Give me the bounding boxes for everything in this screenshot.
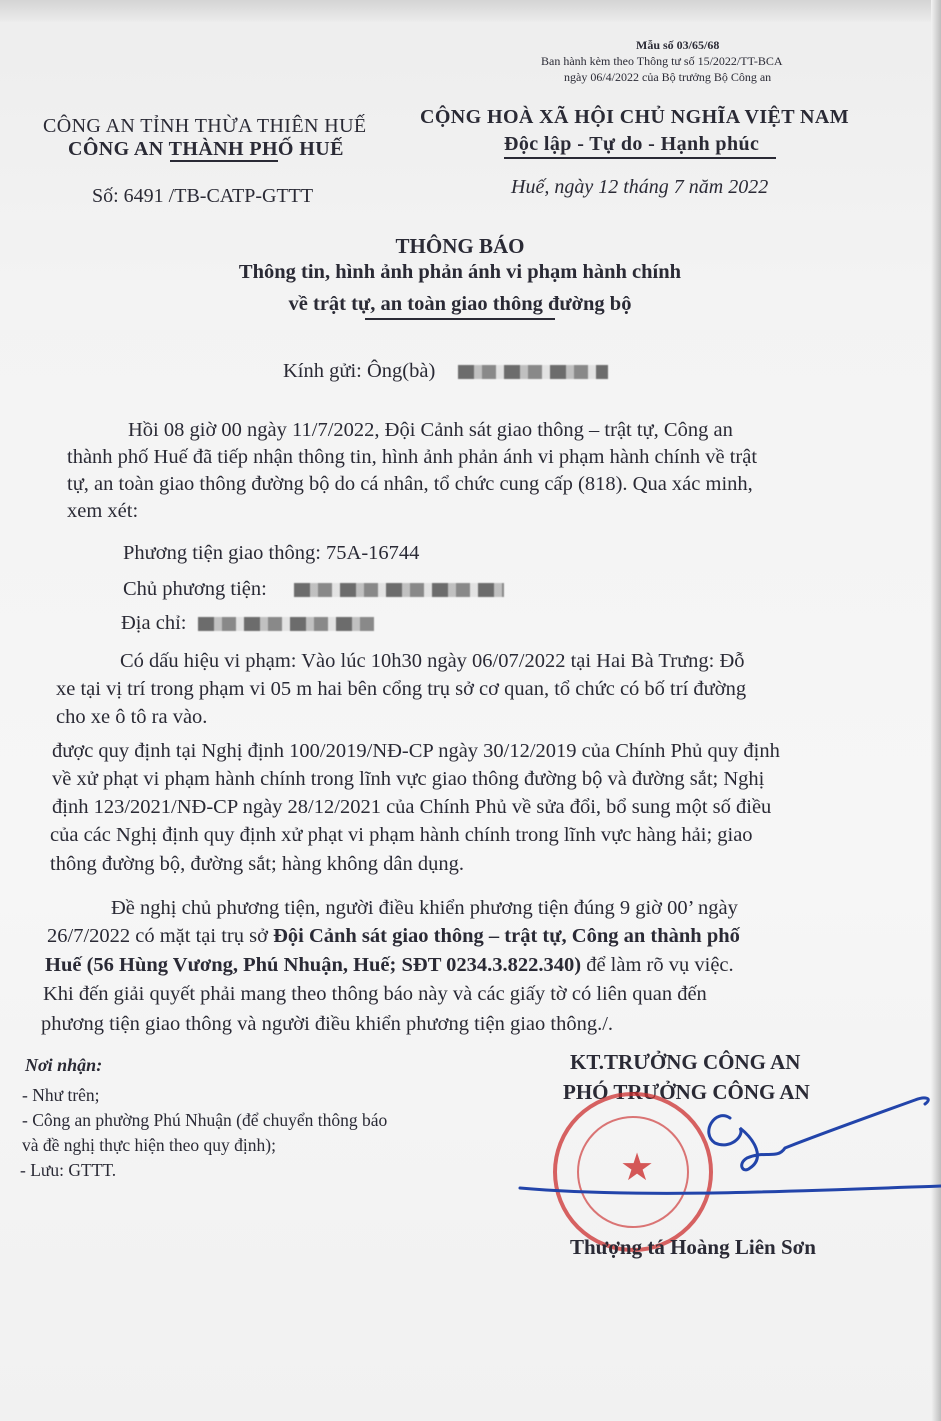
agency-parent: CÔNG AN TỈNH THỪA THIÊN HUẾ bbox=[43, 115, 367, 137]
form-number: Mẫu số 03/65/68 bbox=[636, 38, 720, 52]
request-line5: phương tiện giao thông và người điều khiển phương tiện giao thông./. bbox=[41, 1013, 614, 1035]
request-line2 bbox=[47, 923, 740, 950]
redacted-recipient-name bbox=[458, 365, 608, 379]
document-subtitle-1: Thông tin, hình ảnh phản ánh vi phạm hành chính bbox=[238, 261, 682, 283]
document-number: Số: 6491 /TB-CATP-GTTT bbox=[92, 185, 314, 207]
form-issued-line1: Ban hành kèm theo Thông tư số 15/2022/TT-BCA bbox=[541, 54, 783, 68]
subtitle-underline bbox=[365, 318, 555, 320]
request-line2-text: 26/7/2022 có mặt tại trụ sở bbox=[47, 925, 274, 947]
legal-line2: về xử phạt vi phạm hành chính trong lĩnh vực giao thông đường bộ và đường sắt; Nghị bbox=[52, 768, 765, 790]
request-line3-text: để làm rõ vụ việc. bbox=[581, 954, 734, 976]
recipients-item-4: - Lưu: GTTT. bbox=[20, 1160, 117, 1180]
owner-label: Chủ phương tiện: bbox=[123, 578, 267, 600]
vehicle-plate-line: Phương tiện giao thông: 75A-16744 bbox=[123, 542, 420, 564]
legal-line5: thông đường bộ, đường sắt; hàng không dân dụng. bbox=[50, 853, 465, 875]
address-line bbox=[121, 610, 374, 637]
national-motto: Độc lập - Tự do - Hạnh phúc bbox=[504, 133, 760, 155]
address-label: Địa chỉ: bbox=[121, 612, 187, 634]
signer-role-2: PHÓ TRƯỞNG CÔNG AN bbox=[563, 1080, 810, 1104]
issue-date: Huế, ngày 12 tháng 7 năm 2022 bbox=[511, 176, 769, 198]
recipient-line bbox=[283, 358, 608, 385]
body-p1-line2: thành phố Huế đã tiếp nhận thông tin, hình ảnh phản ánh vi phạm hành chính về trật bbox=[67, 446, 758, 468]
owner-line bbox=[123, 576, 504, 603]
motto-underline bbox=[504, 157, 776, 159]
document-subtitle-2: về trật tự, an toàn giao thông đường bộ bbox=[288, 293, 632, 315]
recipients-item-3: và đề nghị thực hiện theo quy định); bbox=[22, 1135, 276, 1155]
recipients-item-2: - Công an phường Phú Nhuận (để chuyển thông báo bbox=[22, 1110, 388, 1130]
redacted-owner-name bbox=[294, 583, 504, 597]
stamp-star-icon: ★ bbox=[619, 1147, 655, 1189]
body-p1-line3: tự, an toàn giao thông đường bộ do cá nhân, tổ chức cung cấp (818). Qua xác minh, bbox=[67, 473, 753, 495]
signer-name: Thượng tá Hoàng Liên Sơn bbox=[570, 1235, 816, 1259]
agency-name: CÔNG AN THÀNH PHỐ HUẾ bbox=[68, 138, 344, 160]
request-line3-bold: Huế (56 Hùng Vương, Phú Nhuận, Huế; SĐT 0234.3.822.340) bbox=[45, 954, 582, 976]
form-issued-line2: ngày 06/4/2022 của Bộ trưởng Bộ Công an bbox=[564, 70, 772, 84]
document-title: THÔNG BÁO bbox=[395, 234, 525, 258]
recipients-item-1: - Như trên; bbox=[22, 1085, 100, 1105]
violation-line1: Có dấu hiệu vi phạm: Vào lúc 10h30 ngày 06/07/2022 tại Hai Bà Trưng: Đỗ bbox=[120, 650, 745, 672]
body-p1-line4: xem xét: bbox=[67, 500, 139, 522]
request-line3 bbox=[45, 952, 734, 979]
request-line2-bold: Đội Cảnh sát giao thông – trật tự, Công an thành phố bbox=[273, 925, 740, 947]
recipient-label: Kính gửi: Ông(bà) bbox=[283, 360, 436, 382]
legal-line1: được quy định tại Nghị định 100/2019/NĐ-CP ngày 30/12/2019 của Chính Phủ quy định bbox=[52, 740, 780, 762]
recipients-title: Nơi nhận: bbox=[25, 1055, 103, 1075]
page-fold-shadow bbox=[0, 0, 941, 22]
redacted-address bbox=[198, 617, 374, 631]
violation-line3: cho xe ô tô ra vào. bbox=[56, 706, 208, 728]
handwritten-signature bbox=[515, 1088, 941, 1208]
violation-line2: xe tại vị trí trong phạm vi 05 m hai bên cổng trụ sở cơ quan, tổ chức có bố trí đường bbox=[56, 678, 747, 700]
legal-line3: định 123/2021/NĐ-CP ngày 28/12/2021 của Chính Phủ về sửa đổi, bổ sung một số điều bbox=[52, 796, 772, 818]
body-p1-line1: Hồi 08 giờ 00 ngày 11/7/2022, Đội Cảnh sát giao thông – trật tự, Công an bbox=[128, 419, 733, 441]
agency-underline bbox=[170, 160, 278, 162]
signer-role-1: KT.TRƯỞNG CÔNG AN bbox=[570, 1050, 801, 1074]
legal-line4: của các Nghị định quy định xử phạt vi phạm hành chính trong lĩnh vực hàng hải; giao bbox=[50, 824, 753, 846]
request-line4: Khi đến giải quyết phải mang theo thông báo này và các giấy tờ có liên quan đến bbox=[43, 983, 707, 1005]
country-name: CỘNG HOÀ XÃ HỘI CHỦ NGHĨA VIỆT NAM bbox=[420, 106, 850, 128]
request-line1: Đề nghị chủ phương tiện, người điều khiển phương tiện đúng 9 giờ 00’ ngày bbox=[111, 897, 738, 919]
